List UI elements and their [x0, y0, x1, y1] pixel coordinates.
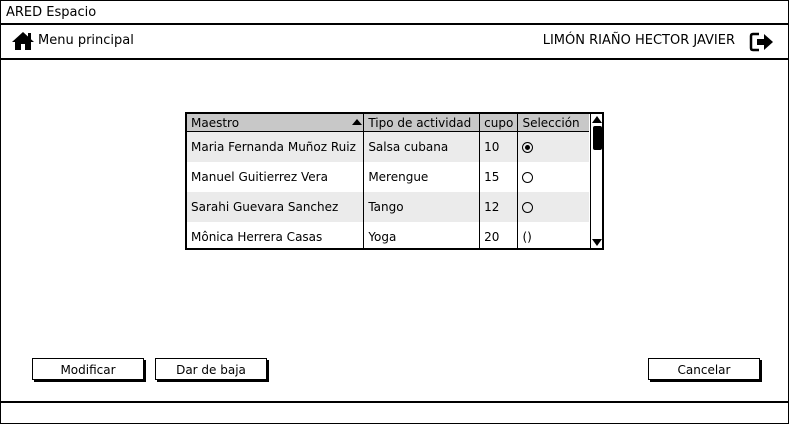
status-bar	[1, 401, 788, 425]
cell-cupo: 10	[480, 132, 518, 163]
user-name: LIMÓN RIAÑO HECTOR JAVIER	[542, 33, 735, 48]
selection-radio[interactable]	[522, 172, 533, 183]
teachers-table	[185, 112, 604, 250]
table-row[interactable]	[187, 132, 589, 163]
cell-actividad: Tango	[364, 192, 480, 222]
column-header-actividad[interactable]: Tipo de actividad	[364, 114, 480, 132]
cell-cupo: 20	[480, 222, 518, 250]
selection-radio[interactable]	[522, 202, 533, 213]
title-bar	[1, 1, 788, 25]
selection-radio-selected[interactable]	[522, 142, 533, 153]
home-icon[interactable]	[11, 31, 35, 51]
table-row[interactable]	[187, 222, 589, 250]
column-header-maestro[interactable]: Maestro	[187, 114, 364, 132]
cell-cupo: 12	[480, 192, 518, 222]
cell-maestro: Manuel Guitierrez Vera	[187, 162, 364, 192]
menu-principal-link[interactable]: Menu principal	[38, 33, 134, 48]
logout-icon[interactable]	[749, 31, 775, 53]
window-title: ARED Espacio	[6, 5, 97, 20]
cell-cupo: 15	[480, 162, 518, 192]
scroll-thumb[interactable]	[593, 126, 602, 150]
cell-actividad: Salsa cubana	[364, 132, 480, 163]
cell-actividad: Merengue	[364, 162, 480, 192]
cell-maestro: Mônica Herrera Casas	[187, 222, 364, 250]
dar-de-baja-button[interactable]: Dar de baja	[155, 358, 267, 380]
table-row[interactable]	[187, 192, 589, 222]
column-header-cupo[interactable]: cupo	[480, 114, 518, 132]
column-header-seleccion[interactable]: Selección	[518, 114, 589, 132]
cell-actividad: Yoga	[364, 222, 480, 250]
vertical-scrollbar[interactable]	[590, 114, 603, 248]
table-row[interactable]	[187, 162, 589, 192]
cancelar-button[interactable]: Cancelar	[648, 358, 760, 380]
modificar-button[interactable]: Modificar	[32, 358, 144, 380]
scroll-up-icon[interactable]	[592, 116, 602, 123]
selection-radio-text[interactable]: ()	[522, 230, 532, 244]
cell-maestro: Maria Fernanda Muñoz Ruiz	[187, 132, 364, 163]
scroll-down-icon[interactable]	[592, 239, 602, 246]
cell-maestro: Sarahi Guevara Sanchez	[187, 192, 364, 222]
nav-bar	[1, 25, 788, 60]
sort-ascending-icon[interactable]	[352, 119, 362, 125]
